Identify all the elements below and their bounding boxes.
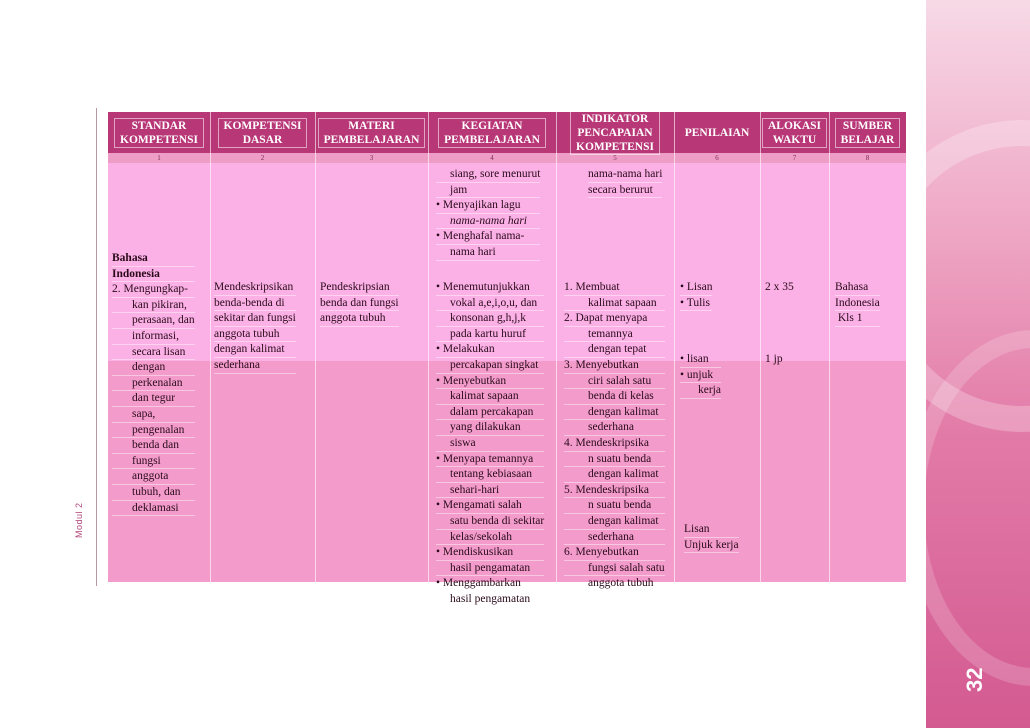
cell-penilaian-b: • lisan • unjuk kerja xyxy=(680,352,721,399)
syllabus-table xyxy=(108,112,906,605)
column-divider xyxy=(556,112,557,582)
column-number: 1 xyxy=(157,154,161,162)
cell-penilaian-c: Lisan Unjuk kerja xyxy=(684,522,739,553)
cell-materi: Pendeskripsian benda dan fungsi anggota tubuh xyxy=(320,280,399,327)
header-standar-kompetensi: STANDAR KOMPETENSI xyxy=(108,112,210,153)
margin-rule xyxy=(96,108,97,586)
header-alokasi-waktu: ALOKASI WAKTU xyxy=(760,112,829,153)
column-divider xyxy=(829,112,830,582)
cell-penilaian-a: • Lisan • Tulis xyxy=(680,280,712,311)
cell-indikator: 1. Membuat kalimat sapaan 2. Dapat menyapa temannya dengan tepat 3. Menyebutkan ciri salah satu benda di kelas dengan kalimat sederhana 4. Mendeskripsika n suatu benda dengan kalimat 5. Mendeskripsika n suatu benda dengan kalimat sederhana 6. Menyebutkan fungsi salah satu anggota tubuh xyxy=(564,280,665,592)
column-divider xyxy=(760,112,761,582)
column-divider xyxy=(210,112,211,582)
column-number: 8 xyxy=(865,154,870,162)
cell-kompetensi-dasar: Mendeskripsikan benda-benda di sekitar dan fungsi anggota tubuh dengan kalimat sederhana xyxy=(214,280,296,374)
column-number: 7 xyxy=(792,154,797,162)
page-number: 32 xyxy=(962,667,987,692)
cell-kegiatan-continued: siang, sore menurut jam • Menyajikan lagu nama-nama hari • Menghafal nama- nama hari xyxy=(436,167,540,261)
cell-kegiatan: • Menemutunjukkan vokal a,e,i,o,u, dan konsonan g,h,j,k pada kartu huruf • Melakukan percakapan singkat • Menyebutkan kalimat sapaan dalam percakapan yang dilakukan siswa • Menyapa temannya tentang kebiasaan sehari-hari • Mengamati salah satu benda di sekitar kelas/sekolah • Mendiskusikan hasil pengamatan • Menggambarkan hasil pengamatan xyxy=(436,280,544,607)
header-indikator: INDIKATOR PENCAPAIAN KOMPETENSI xyxy=(556,112,674,153)
header-materi-pembelajaran: MATERI PEMBELAJARAN xyxy=(315,112,428,153)
cell-indikator-continued: nama-nama hari secara berurut xyxy=(588,167,662,198)
side-label: Modul 2 xyxy=(74,502,84,538)
header-penilaian: PENILAIAN xyxy=(684,126,750,139)
cell-sumber-belajar: Bahasa Indonesia Kls 1 xyxy=(835,280,880,327)
cell-alokasi-a: 2 x 35 xyxy=(765,281,794,293)
column-divider xyxy=(315,112,316,582)
header-kompetensi-dasar: KOMPETENSI DASAR xyxy=(210,112,315,153)
column-number: 3 xyxy=(369,154,374,162)
cell-standar-kompetensi: Bahasa Indonesia 2. Mengungkap- kan pikiran, perasaan, dan informasi, secara lisan dengan perkenalan dan tegur sapa, pengenalan benda dan fungsi anggota tubuh, dan deklamasi xyxy=(112,251,195,516)
cell-alokasi-b: 1 jp xyxy=(765,353,783,365)
decorative-side-band xyxy=(926,0,1030,728)
column-divider xyxy=(428,112,429,582)
column-number: 2 xyxy=(260,154,265,162)
header-sumber-belajar: SUMBER BELAJAR xyxy=(829,112,906,153)
column-number: 5 xyxy=(613,154,617,162)
column-number: 4 xyxy=(490,154,494,162)
column-divider xyxy=(674,112,675,582)
header-kegiatan-pembelajaran: KEGIATAN PEMBELAJARAN xyxy=(428,112,556,153)
column-number: 6 xyxy=(715,154,719,162)
